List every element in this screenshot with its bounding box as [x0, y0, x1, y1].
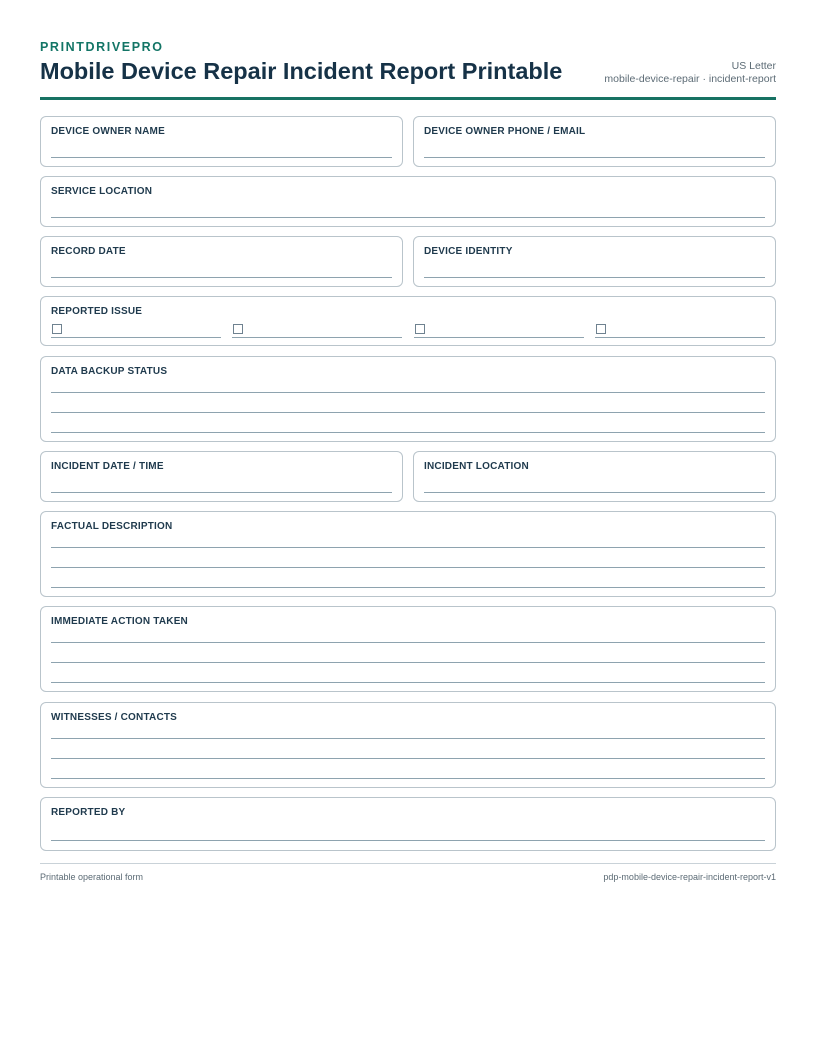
reported-by-label: REPORTED BY [51, 807, 126, 818]
reported-by-input-line[interactable] [51, 840, 765, 841]
footer-form-type: Printable operational form [40, 872, 144, 882]
factual-description-label: FACTUAL DESCRIPTION [51, 521, 173, 532]
service-location-field [40, 176, 776, 227]
issue-checkbox-4[interactable] [596, 324, 606, 334]
issue-option-line-1[interactable] [51, 337, 221, 338]
factual-description-line-2[interactable] [51, 567, 765, 568]
immediate-action-line-3[interactable] [51, 682, 765, 683]
witnesses-line-2[interactable] [51, 758, 765, 759]
issue-option-line-3[interactable] [414, 337, 584, 338]
factual-description-field [40, 511, 776, 597]
header-rule [40, 97, 776, 100]
service-location-label: SERVICE LOCATION [51, 186, 153, 197]
issue-checkbox-1[interactable] [52, 324, 62, 334]
incident-datetime-field [40, 451, 403, 502]
record-date-field [40, 236, 403, 287]
incident-location-field [413, 451, 776, 502]
incident-datetime-label: INCIDENT DATE / TIME [51, 461, 164, 472]
data-backup-line-2[interactable] [51, 412, 765, 413]
immediate-action-line-1[interactable] [51, 642, 765, 643]
issue-option-line-2[interactable] [232, 337, 402, 338]
device-identity-label: DEVICE IDENTITY [424, 246, 513, 257]
data-backup-line-3[interactable] [51, 432, 765, 433]
reported-by-field [40, 797, 776, 851]
page-title: Mobile Device Repair Incident Report Printable [40, 58, 563, 84]
paper-size: US Letter [731, 60, 776, 72]
incident-datetime-input-line[interactable] [51, 492, 392, 493]
incident-location-label: INCIDENT LOCATION [424, 461, 529, 472]
owner-contact-field [413, 116, 776, 167]
factual-description-line-1[interactable] [51, 547, 765, 548]
owner-name-input-line[interactable] [51, 157, 392, 158]
issue-option-line-4[interactable] [595, 337, 765, 338]
owner-contact-input-line[interactable] [424, 157, 765, 158]
document-meta [604, 60, 776, 86]
witnesses-label: WITNESSES / CONTACTS [51, 712, 178, 723]
data-backup-label: DATA BACKUP STATUS [51, 366, 168, 377]
owner-contact-label: DEVICE OWNER PHONE / EMAIL [424, 126, 586, 137]
footer-rule [40, 863, 776, 864]
witnesses-line-1[interactable] [51, 738, 765, 739]
reported-issue-field [40, 296, 776, 346]
owner-name-field [40, 116, 403, 167]
footer-form-id: pdp-mobile-device-repair-incident-report-v1 [603, 872, 776, 882]
record-date-input-line[interactable] [51, 277, 392, 278]
immediate-action-label: IMMEDIATE ACTION TAKEN [51, 616, 188, 627]
record-date-label: RECORD DATE [51, 246, 126, 257]
data-backup-field [40, 356, 776, 442]
device-identity-input-line[interactable] [424, 277, 765, 278]
device-identity-field [413, 236, 776, 287]
owner-name-label: DEVICE OWNER NAME [51, 126, 165, 137]
immediate-action-line-2[interactable] [51, 662, 765, 663]
witnesses-line-3[interactable] [51, 778, 765, 779]
reported-issue-label: REPORTED ISSUE [51, 306, 143, 317]
immediate-action-field [40, 606, 776, 692]
service-location-input-line[interactable] [51, 217, 765, 218]
issue-checkbox-2[interactable] [233, 324, 243, 334]
incident-location-input-line[interactable] [424, 492, 765, 493]
factual-description-line-3[interactable] [51, 587, 765, 588]
data-backup-line-1[interactable] [51, 392, 765, 393]
brand-name: PRINTDRIVEPRO [40, 40, 164, 54]
witnesses-field [40, 702, 776, 788]
document-tags: mobile-device-repair · incident-report [604, 73, 776, 85]
issue-checkbox-3[interactable] [415, 324, 425, 334]
